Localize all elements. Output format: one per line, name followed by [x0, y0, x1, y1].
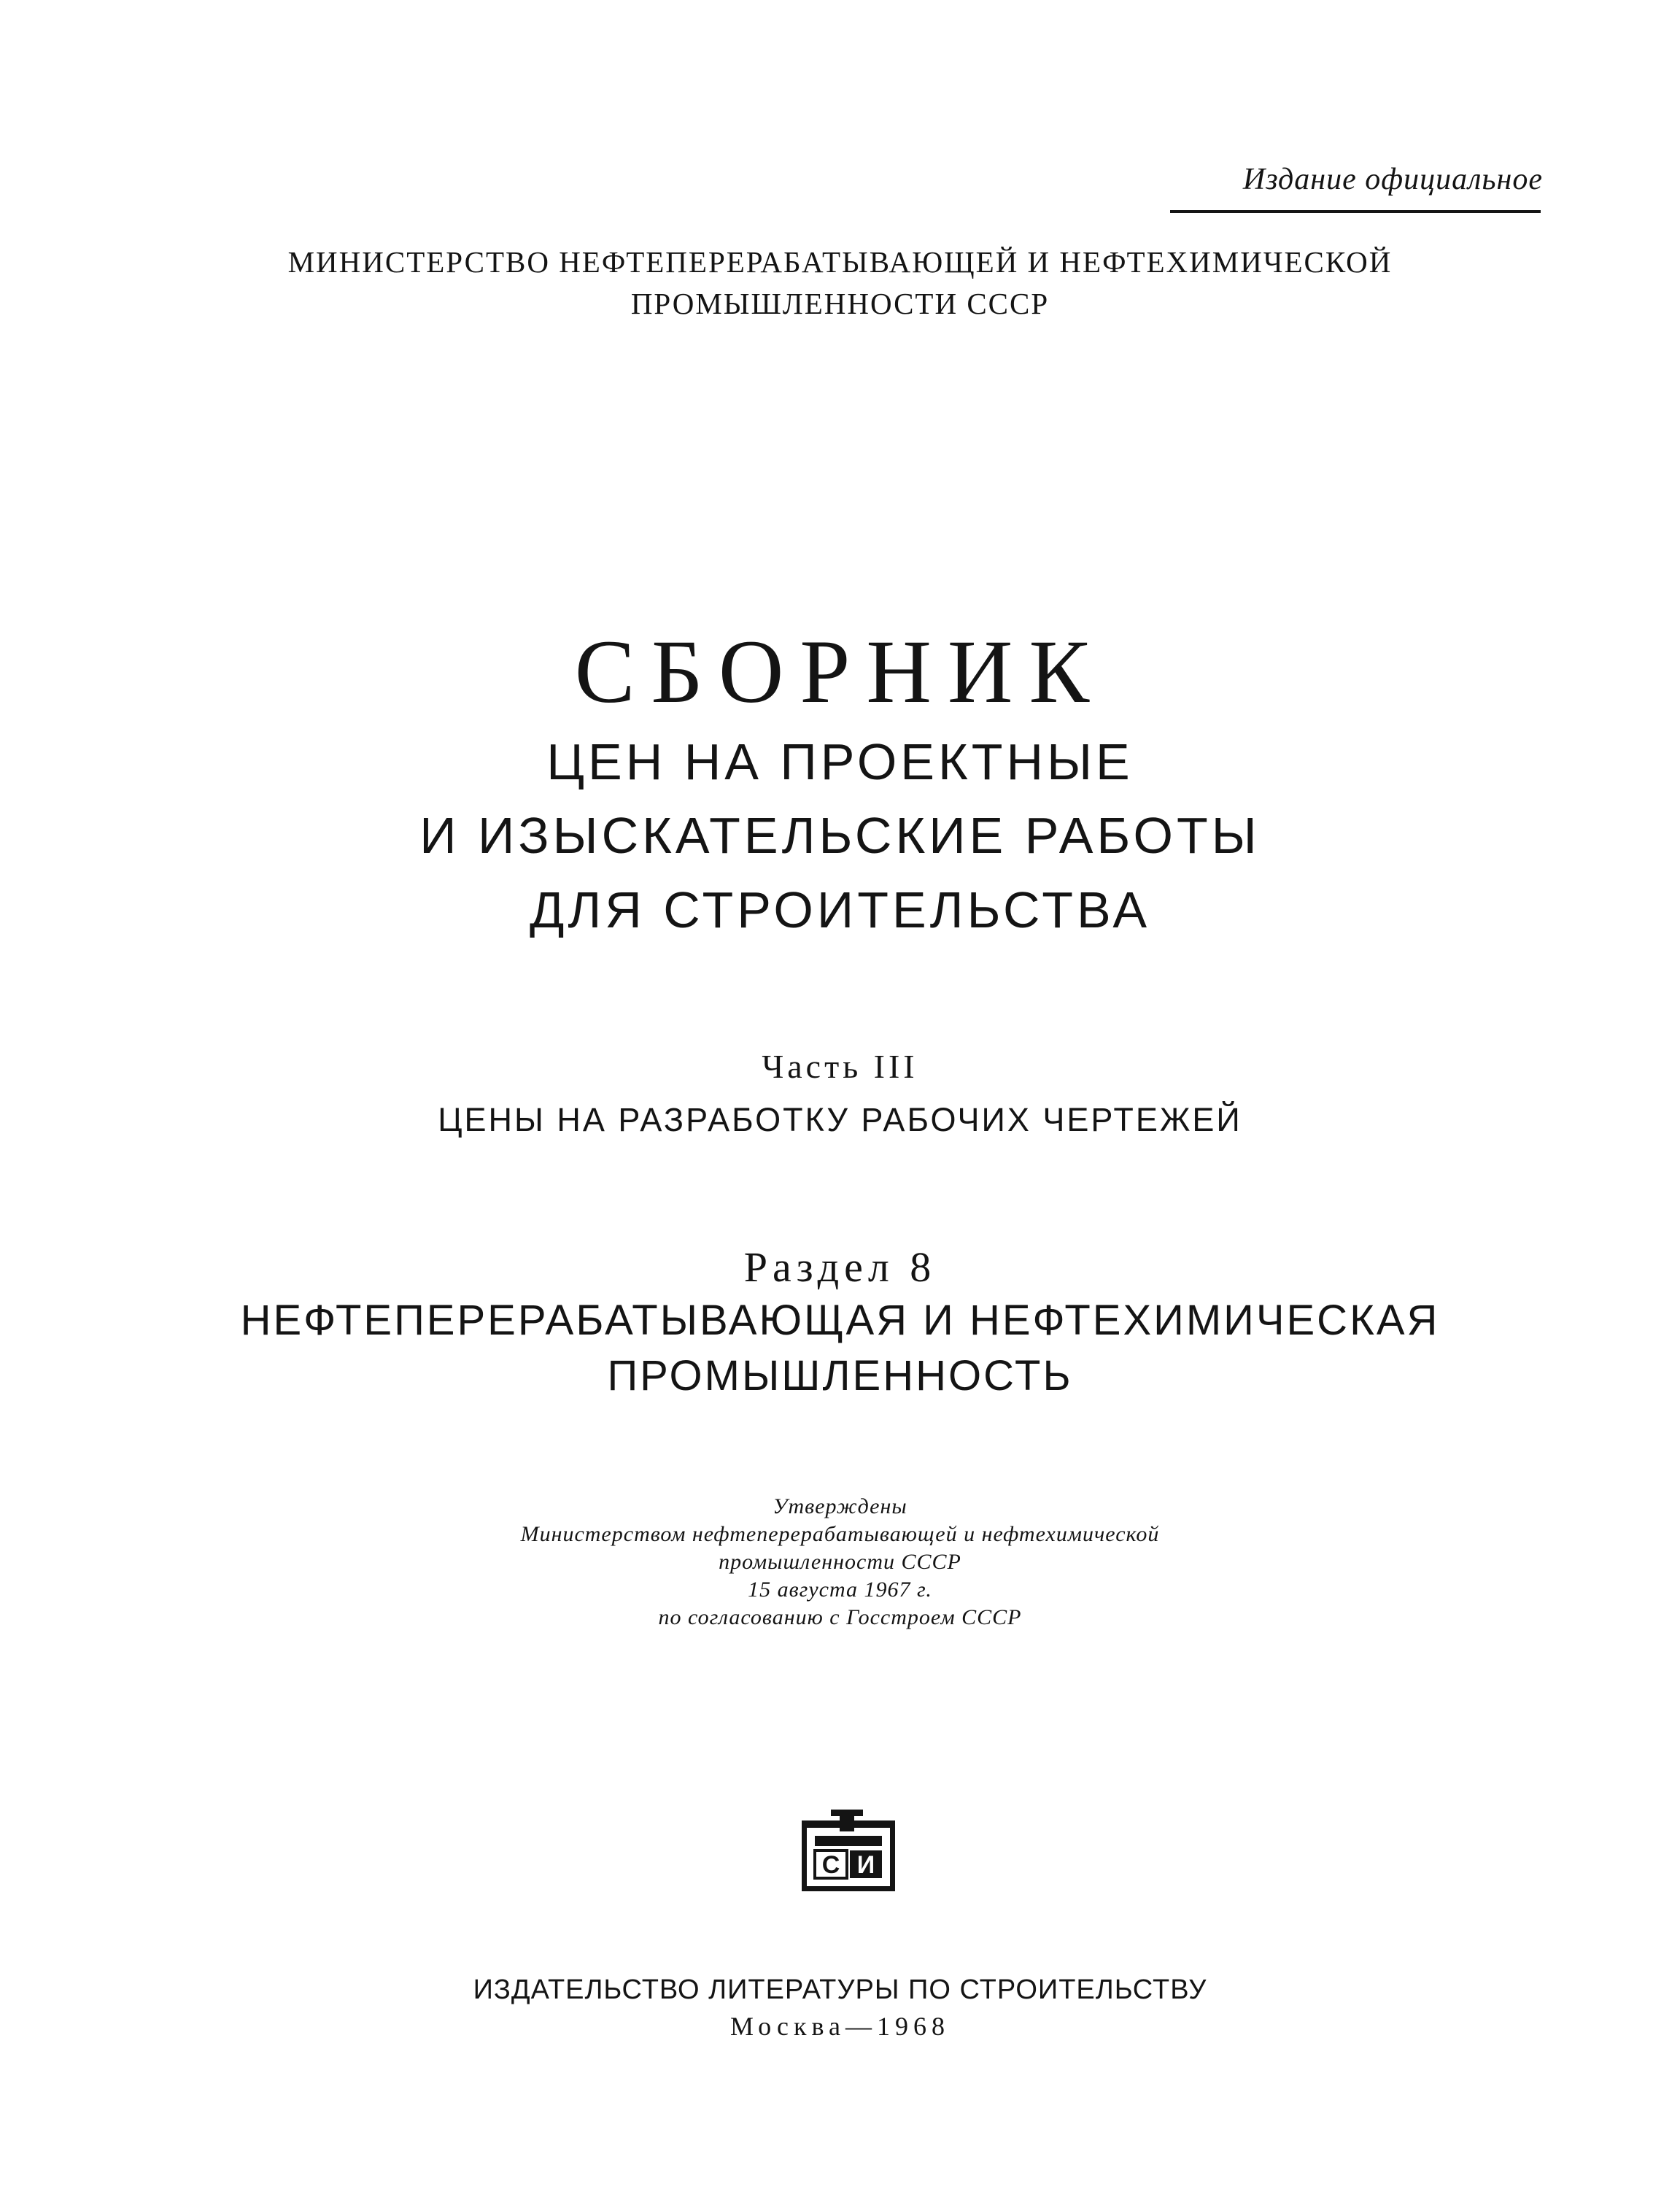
approval-line-5: по согласованию с Госстроем СССР	[658, 1605, 1022, 1629]
section-title-line-1: НЕФТЕПЕРЕРАБАТЫВАЮЩАЯ И НЕФТЕХИМИЧЕСКАЯ	[240, 1297, 1440, 1344]
publisher-logo-letter-s: С	[821, 1851, 840, 1879]
section-title-line-2: ПРОМЫШЛЕННОСТЬ	[607, 1352, 1073, 1399]
publisher-logo-icon	[802, 1808, 895, 1891]
publisher-logo-letter-i: И	[856, 1851, 875, 1879]
part-title: ЦЕНЫ НА РАЗРАБОТКУ РАБОЧИХ ЧЕРТЕЖЕЙ	[438, 1101, 1242, 1138]
publication-city-year: Москва—1968	[730, 2012, 950, 2041]
edition-note: Издание официальное	[1242, 163, 1543, 196]
title-line-1: ЦЕН НА ПРОЕКТНЫЕ	[546, 733, 1134, 790]
part-label: Часть III	[762, 1048, 918, 1085]
approval-line-4: 15 августа 1967 г.	[748, 1578, 932, 1602]
approval-line-2: Министерством нефтеперерабатывающей и нефтехимической	[520, 1522, 1160, 1546]
title-line-2: И ИЗЫСКАТЕЛЬСКИЕ РАБОТЫ	[419, 807, 1261, 864]
title-line-3: ДЛЯ СТРОИТЕЛЬСТВА	[529, 881, 1151, 938]
ministry-line-1: МИНИСТЕРСТВО НЕФТЕПЕРЕРАБАТЫВАЮЩЕЙ И НЕФТЕХИМИЧЕСКОЙ	[287, 245, 1393, 279]
publisher-name: ИЗДАТЕЛЬСТВО ЛИТЕРАТУРЫ ПО СТРОИТЕЛЬСТВУ	[473, 1974, 1207, 2005]
section-label: Раздел 8	[743, 1243, 937, 1291]
ministry-line-2: ПРОМЫШЛЕННОСТИ СССР	[630, 287, 1050, 320]
approval-line-3: промышленности СССР	[719, 1550, 961, 1574]
edition-underline	[1170, 210, 1541, 213]
collection-title: СБОРНИК	[574, 622, 1106, 722]
approval-line-1: Утверждены	[773, 1494, 907, 1518]
